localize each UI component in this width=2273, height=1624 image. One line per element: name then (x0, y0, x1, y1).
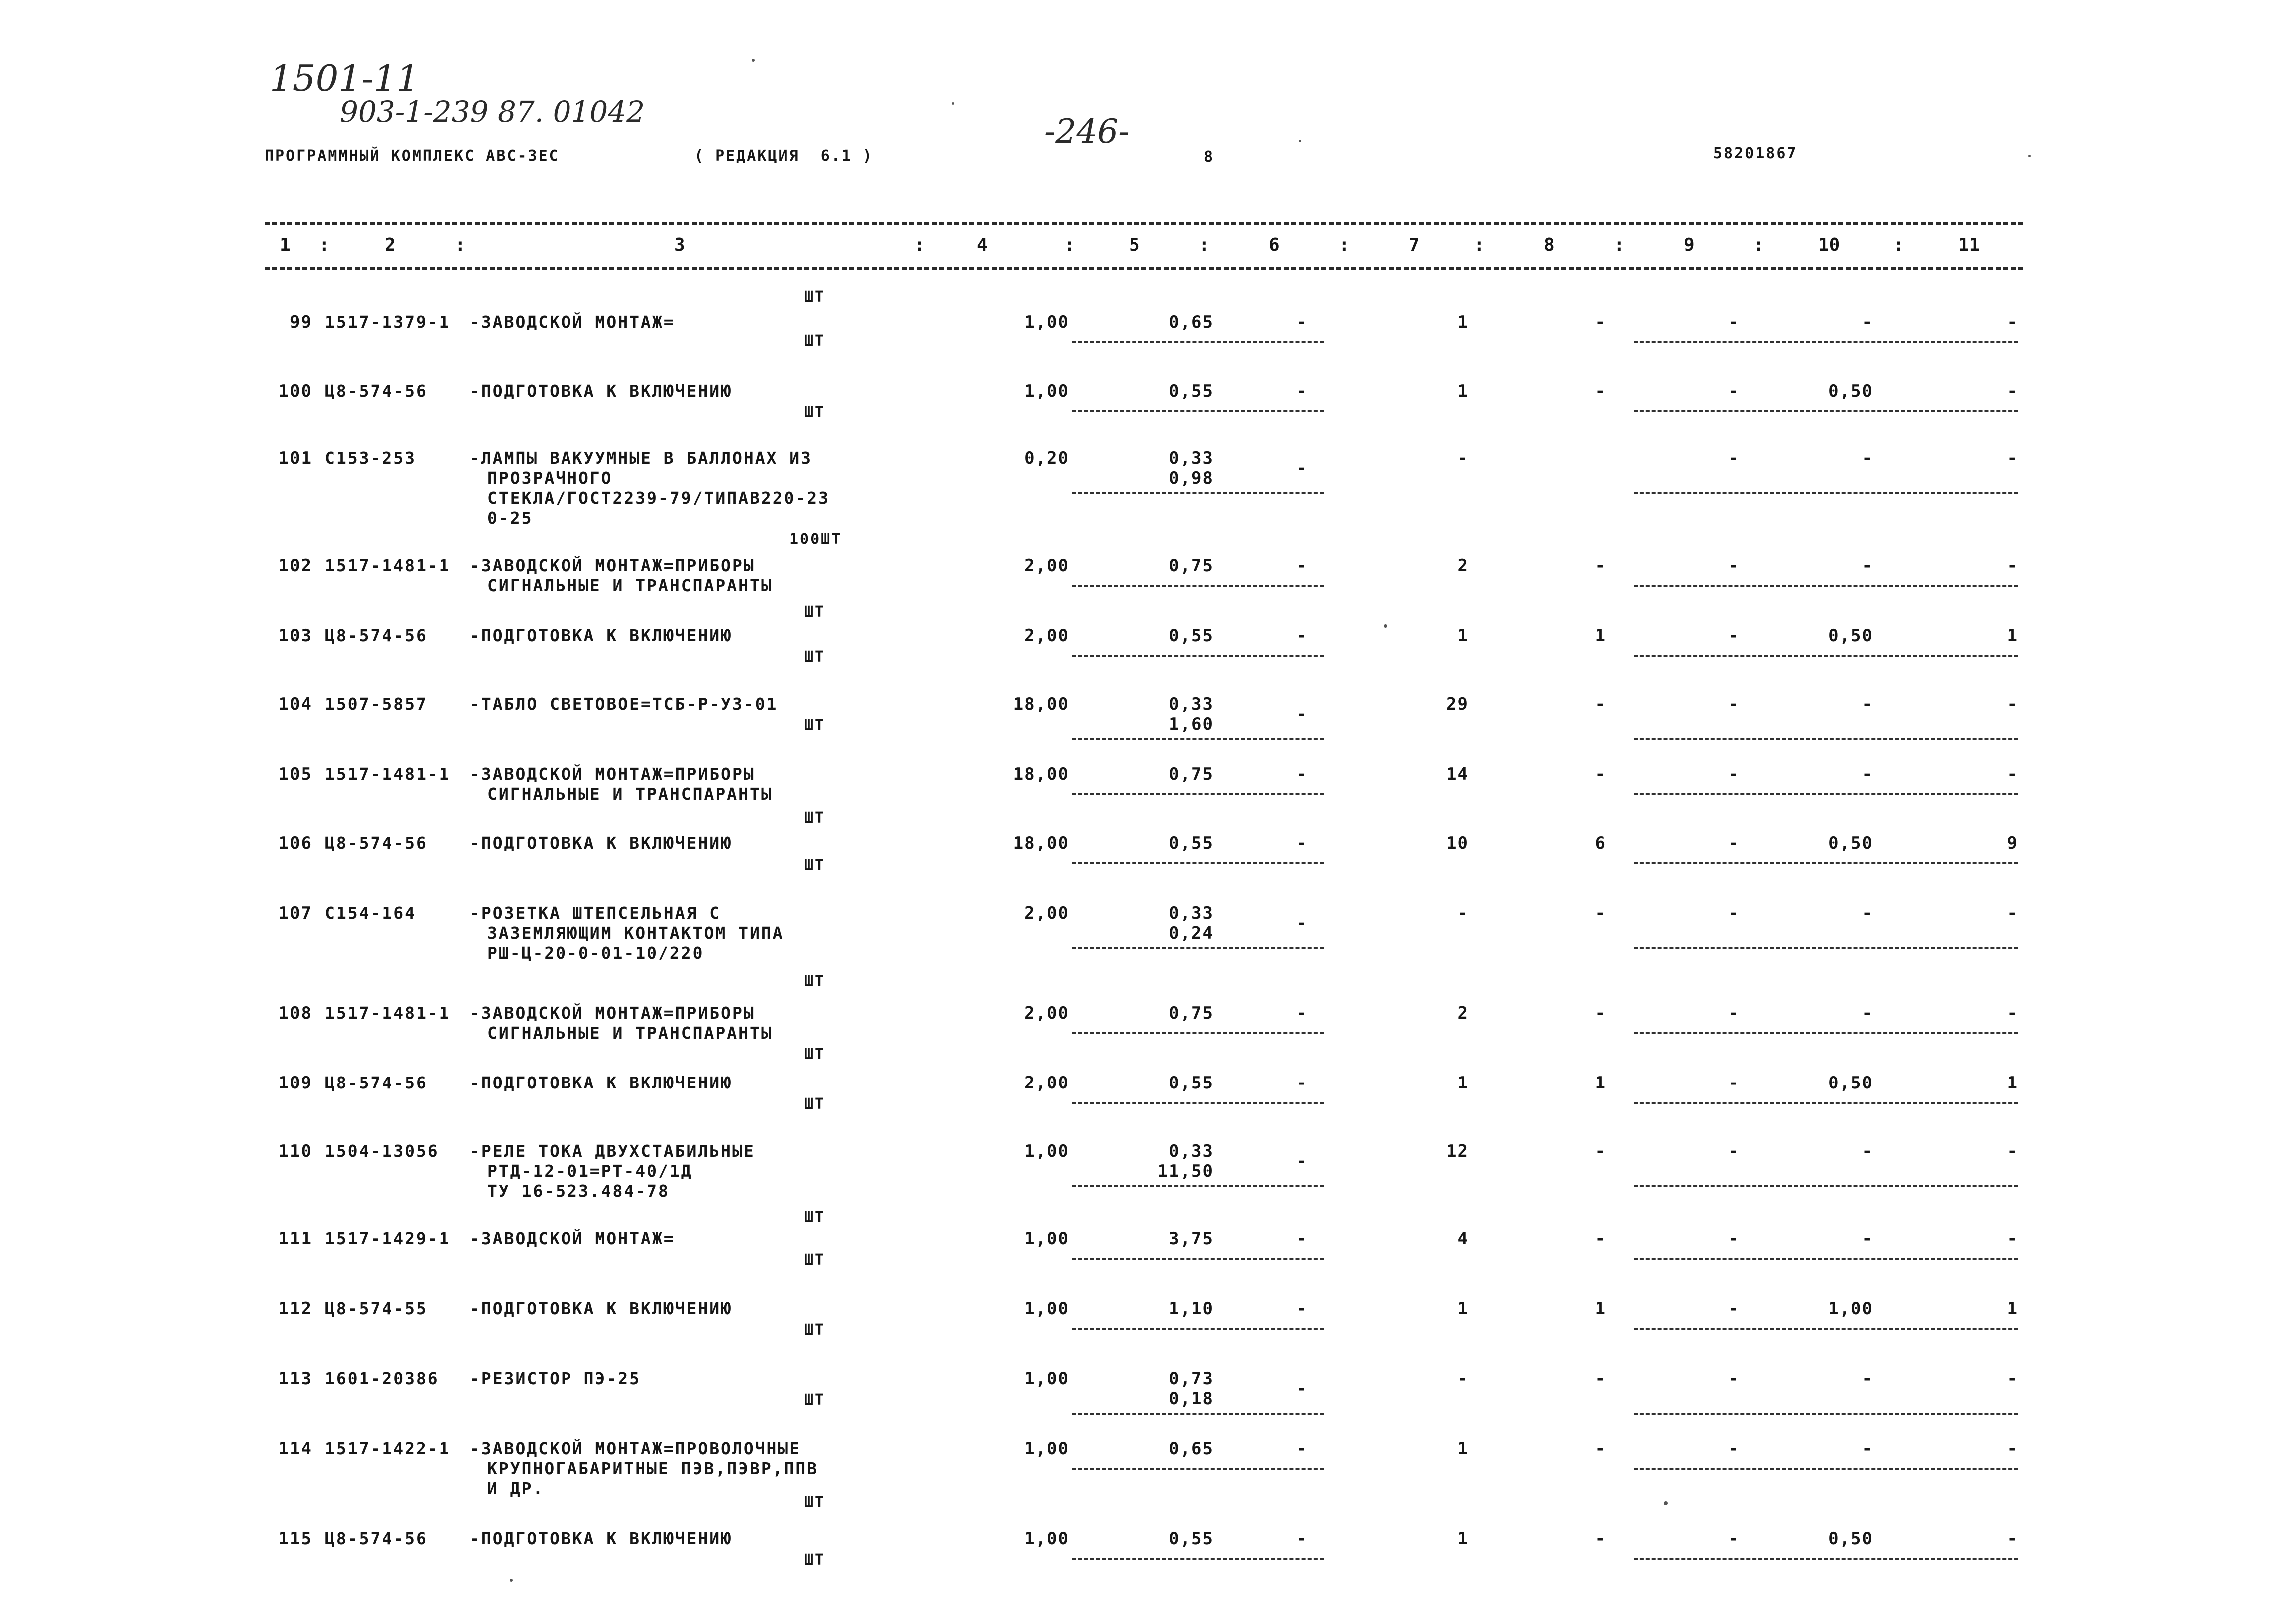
cell-col8: 1 (1595, 626, 1606, 646)
row-number: 108 (278, 1003, 312, 1023)
cell-col8: - (1595, 903, 1606, 923)
cell-col6: - (1296, 913, 1308, 933)
cell-col6: - (1296, 312, 1308, 332)
cell-col11: - (2007, 1003, 2018, 1023)
row-unit: ШТ (804, 809, 826, 827)
cell-col11: - (2007, 764, 2018, 784)
cell-col8: - (1595, 556, 1606, 576)
cell-quantity: 0,20 (1024, 448, 1069, 468)
scan-speck (510, 1579, 513, 1582)
row-underline-right (1634, 947, 2018, 949)
row-description-line: 0-25 (487, 508, 533, 528)
cell-col7: 14 (1446, 764, 1469, 784)
cell-col8: - (1595, 764, 1606, 784)
row-description-line: -ЗАВОДСКОЙ МОНТАЖ= (470, 1229, 675, 1248)
row-unit: 100ШТ (789, 531, 842, 548)
cell-quantity: 18,00 (1013, 694, 1069, 714)
cell-col7: 1 (1457, 381, 1469, 401)
cell-col9: - (1728, 1073, 1740, 1093)
row-underline-left (1072, 410, 1324, 412)
row-number: 106 (278, 833, 312, 853)
cell-col11: - (2007, 312, 2018, 332)
row-number: 111 (278, 1229, 312, 1249)
row-underline-left (1072, 793, 1324, 795)
handwritten-sheet-number: 1501-11 (270, 57, 420, 99)
cell-quantity: 1,00 (1024, 312, 1069, 332)
cell-col11: 1 (2007, 1073, 2018, 1093)
row-description-line: -ЛАМПЫ ВАКУУМНЫЕ В БАЛЛОНАХ ИЗ (470, 448, 813, 468)
cell-col6: - (1296, 1229, 1308, 1249)
row-unit: ШТ (804, 1321, 826, 1339)
row-code: Ц8-574-56 (325, 1073, 428, 1092)
row-description-line: -ПОДГОТОВКА К ВКЛЮЧЕНИЮ (470, 1299, 732, 1318)
row-underline-right (1634, 1185, 2018, 1187)
cell-norm: 0,55 (1169, 833, 1214, 853)
cell-col8: 1 (1595, 1299, 1606, 1319)
cell-col8: - (1595, 381, 1606, 401)
cell-col7: - (1457, 1369, 1469, 1389)
cell-col11: 1 (2007, 1299, 2018, 1319)
row-unit: ШТ (804, 603, 826, 621)
column-header-1: 1 (280, 235, 291, 255)
header-rule-top (265, 222, 2023, 225)
cell-col9: - (1728, 556, 1740, 576)
row-unit: ШТ (804, 1251, 826, 1269)
cell-col8: - (1595, 312, 1606, 332)
row-code: Ц8-574-56 (325, 381, 428, 401)
cell-col8: - (1595, 1369, 1606, 1389)
cell-col8: - (1595, 1439, 1606, 1459)
cell-col10: 0,50 (1828, 1529, 1873, 1549)
row-number: 114 (278, 1439, 312, 1459)
row-number: 109 (278, 1073, 312, 1093)
cell-col6: - (1296, 1073, 1308, 1093)
row-unit: ШТ (804, 1494, 826, 1511)
cell-col9: - (1728, 903, 1740, 923)
cell-quantity: 18,00 (1013, 833, 1069, 853)
row-underline-right (1634, 410, 2018, 412)
scan-speck (752, 59, 755, 62)
cell-col8: 6 (1595, 833, 1606, 853)
column-separator: : (1893, 235, 1904, 255)
row-underline-right (1634, 862, 2018, 864)
row-number: 102 (278, 556, 312, 576)
row-code: 1517-1481-1 (325, 1003, 451, 1023)
row-unit: ШТ (804, 648, 826, 666)
row-underline-left (1072, 1102, 1324, 1104)
cell-col10: 1,00 (1828, 1299, 1873, 1319)
cell-norm: 0,55 (1169, 381, 1214, 401)
cell-col11: - (2007, 903, 2018, 923)
cell-col9: - (1728, 1229, 1740, 1249)
column-separator: : (914, 235, 925, 255)
column-separator: : (319, 235, 330, 255)
row-underline-right (1634, 1328, 2018, 1330)
cell-col8: - (1595, 1003, 1606, 1023)
row-underline-left (1072, 585, 1324, 587)
cell-norm-secondary: 11,50 (1157, 1161, 1214, 1181)
row-unit: ШТ (804, 857, 826, 874)
row-code: Ц8-574-56 (325, 626, 428, 645)
cell-col8: - (1595, 1529, 1606, 1549)
cell-col10: - (1862, 1439, 1873, 1459)
cell-col10: - (1862, 448, 1873, 468)
row-underline-left (1072, 947, 1324, 949)
cell-norm: 0,33 (1169, 903, 1214, 923)
column-header-2: 2 (385, 235, 396, 255)
row-underline-right (1634, 1032, 2018, 1034)
cell-col9: - (1728, 448, 1740, 468)
cell-col7: 12 (1446, 1141, 1469, 1161)
row-description-line: -ЗАВОДСКОЙ МОНТАЖ= (470, 312, 675, 332)
row-code: 1517-1429-1 (325, 1229, 451, 1248)
cell-col6: - (1296, 626, 1308, 646)
scan-speck (952, 102, 954, 105)
row-description-line: КРУПНОГАБАРИТНЫЕ ПЭВ,ПЭВР,ППВ (487, 1459, 819, 1478)
row-code: 1517-1481-1 (325, 764, 451, 784)
column-separator: : (1474, 235, 1485, 255)
cell-norm-secondary: 0,24 (1169, 923, 1214, 943)
revision-label: ( РЕДАКЦИЯ 6.1 ) (694, 147, 874, 165)
cell-col11: 9 (2007, 833, 2018, 853)
cell-col11: 1 (2007, 626, 2018, 646)
cell-col9: - (1728, 764, 1740, 784)
row-unit: ШТ (804, 332, 826, 350)
row-unit: ШТ (804, 1551, 826, 1569)
cell-col10: 0,50 (1828, 1073, 1873, 1093)
row-code: 1601-20386 (325, 1369, 439, 1388)
scan-speck (2028, 155, 2031, 157)
row-underline-left (1072, 1185, 1324, 1187)
document-code: 58201867 (1713, 145, 1798, 162)
row-number: 113 (278, 1369, 312, 1389)
cell-col9: - (1728, 1369, 1740, 1389)
cell-norm: 0,55 (1169, 1529, 1214, 1549)
cell-col11: - (2007, 694, 2018, 714)
cell-col6: - (1296, 704, 1308, 724)
cell-col11: - (2007, 1439, 2018, 1459)
cell-col10: 0,50 (1828, 833, 1873, 853)
row-description-line: СТЕКЛА/ГОСТ2239-79/ТИПАВ220-23 (487, 488, 830, 508)
program-title: ПРОГРАММНЫЙ КОМПЛЕКС АВС-3ЕС (265, 147, 560, 165)
cell-col10: - (1862, 694, 1873, 714)
row-underline-right (1634, 1468, 2018, 1470)
cell-col9: - (1728, 1529, 1740, 1549)
row-description-line: -ЗАВОДСКОЙ МОНТАЖ=ПРИБОРЫ (470, 764, 755, 784)
row-number: 105 (278, 764, 312, 784)
cell-quantity: 2,00 (1024, 1003, 1069, 1023)
row-underline-left (1072, 862, 1324, 864)
header-rule-bottom (265, 267, 2023, 270)
cell-col10: - (1862, 903, 1873, 923)
cell-col7: - (1457, 903, 1469, 923)
cell-norm: 0,55 (1169, 626, 1214, 646)
cell-col8: - (1595, 1141, 1606, 1161)
cell-quantity: 1,00 (1024, 1369, 1069, 1389)
row-code: 1517-1481-1 (325, 556, 451, 575)
cell-norm: 0,65 (1169, 1439, 1214, 1459)
row-description-line: РШ-Ц-20-0-01-10/220 (487, 943, 704, 963)
cell-col9: - (1728, 381, 1740, 401)
handwritten-page-number: -246- (1044, 112, 1130, 151)
column-separator: : (1753, 235, 1764, 255)
cell-col10: - (1862, 1229, 1873, 1249)
row-underline-left (1072, 1032, 1324, 1034)
row-underline-left (1072, 341, 1324, 343)
row-number: 103 (278, 626, 312, 646)
row-code: 1507-5857 (325, 694, 428, 714)
cell-col10: - (1862, 1141, 1873, 1161)
row-underline-left (1072, 1558, 1324, 1560)
row-code: 1504-13056 (325, 1141, 439, 1161)
cell-col11: - (2007, 448, 2018, 468)
cell-col7: 1 (1457, 1439, 1469, 1459)
row-description-line: СИГНАЛЬНЫЕ И ТРАНСПАРАНТЫ (487, 576, 773, 595)
cell-quantity: 2,00 (1024, 556, 1069, 576)
cell-col9: - (1728, 1141, 1740, 1161)
cell-col10: - (1862, 1369, 1873, 1389)
column-separator: : (1064, 235, 1075, 255)
row-underline-right (1634, 492, 2018, 494)
cell-col7: 4 (1457, 1229, 1469, 1249)
row-unit-above: ШТ (804, 288, 826, 306)
cell-col8: - (1595, 694, 1606, 714)
row-code: Ц8-574-56 (325, 833, 428, 853)
cell-norm: 0,33 (1169, 694, 1214, 714)
row-description-line: -ЗАВОДСКОЙ МОНТАЖ=ПРИБОРЫ (470, 1003, 755, 1023)
cell-norm-secondary: 1,60 (1169, 714, 1214, 734)
cell-norm: 1,10 (1169, 1299, 1214, 1319)
cell-quantity: 1,00 (1024, 1299, 1069, 1319)
cell-col6: - (1296, 381, 1308, 401)
cell-col6: - (1296, 1379, 1308, 1399)
cell-col6: - (1296, 1529, 1308, 1549)
scan-speck (1384, 624, 1387, 628)
cell-norm: 3,75 (1169, 1229, 1214, 1249)
row-description-line: -ЗАВОДСКОЙ МОНТАЖ=ПРОВОЛОЧНЫЕ (470, 1439, 801, 1458)
row-underline-right (1634, 1558, 2018, 1560)
cell-norm: 0,75 (1169, 556, 1214, 576)
row-description-line: -ПОДГОТОВКА К ВКЛЮЧЕНИЮ (470, 1529, 732, 1548)
cell-quantity: 1,00 (1024, 1439, 1069, 1459)
column-separator: : (1614, 235, 1625, 255)
column-separator: : (455, 235, 466, 255)
row-code: 1517-1379-1 (325, 312, 451, 332)
row-underline-right (1634, 341, 2018, 343)
row-description-line: -ПОДГОТОВКА К ВКЛЮЧЕНИЮ (470, 626, 732, 645)
cell-norm: 0,65 (1169, 312, 1214, 332)
cell-col9: - (1728, 312, 1740, 332)
cell-col7: - (1457, 448, 1469, 468)
row-description-line: ТУ 16-523.484-78 (487, 1181, 670, 1201)
cell-col10: - (1862, 1003, 1873, 1023)
row-description-line: -ТАБЛО СВЕТОВОЕ=ТСБ-Р-УЗ-01 (470, 694, 778, 714)
cell-col9: - (1728, 1439, 1740, 1459)
row-description-line: -РОЗЕТКА ШТЕПСЕЛЬНАЯ С (470, 903, 721, 923)
column-header-6: 6 (1269, 235, 1280, 255)
cell-col10: 0,50 (1828, 626, 1873, 646)
row-underline-right (1634, 738, 2018, 740)
row-description-line: -ПОДГОТОВКА К ВКЛЮЧЕНИЮ (470, 381, 732, 401)
cell-col7: 10 (1446, 833, 1469, 853)
row-code: 1517-1422-1 (325, 1439, 451, 1458)
column-separator: : (1339, 235, 1350, 255)
cell-quantity: 18,00 (1013, 764, 1069, 784)
cell-col6: - (1296, 1003, 1308, 1023)
row-underline-right (1634, 1258, 2018, 1260)
row-underline-right (1634, 1413, 2018, 1415)
row-description-line: СИГНАЛЬНЫЕ И ТРАНСПАРАНТЫ (487, 1023, 773, 1043)
cell-norm: 0,33 (1169, 1141, 1214, 1161)
row-number: 99 (290, 312, 312, 332)
cell-col11: - (2007, 381, 2018, 401)
cell-norm-secondary: 0,18 (1169, 1389, 1214, 1409)
row-unit: ШТ (804, 717, 826, 734)
row-description-line: -ЗАВОДСКОЙ МОНТАЖ=ПРИБОРЫ (470, 556, 755, 575)
cell-quantity: 1,00 (1024, 381, 1069, 401)
column-header-5: 5 (1129, 235, 1140, 255)
cell-quantity: 1,00 (1024, 1529, 1069, 1549)
cell-col6: - (1296, 833, 1308, 853)
row-unit: ШТ (804, 404, 826, 421)
row-number: 104 (278, 694, 312, 714)
handwritten-project-code: 903-1-239 87. 01042 (340, 95, 645, 129)
cell-col6: - (1296, 764, 1308, 784)
row-underline-left (1072, 1258, 1324, 1260)
cell-col10: 0,50 (1828, 381, 1873, 401)
row-description-line: И ДР. (487, 1479, 545, 1498)
row-underline-left (1072, 738, 1324, 740)
column-header-10: 10 (1818, 235, 1840, 255)
cell-col7: 2 (1457, 556, 1469, 576)
cell-col9: - (1728, 1003, 1740, 1023)
column-header-11: 11 (1958, 235, 1980, 255)
row-description-line: -ПОДГОТОВКА К ВКЛЮЧЕНИЮ (470, 1073, 732, 1092)
row-number: 112 (278, 1299, 312, 1319)
scan-speck (1299, 140, 1301, 142)
row-underline-right (1634, 793, 2018, 795)
row-description-line: -ПОДГОТОВКА К ВКЛЮЧЕНИЮ (470, 833, 732, 853)
cell-col6: - (1296, 556, 1308, 576)
cell-quantity: 2,00 (1024, 903, 1069, 923)
row-unit: ШТ (804, 973, 826, 990)
cell-col9: - (1728, 626, 1740, 646)
row-underline-right (1634, 585, 2018, 587)
row-description-line: РТД-12-01=РТ-40/1Д (487, 1161, 693, 1181)
cell-col7: 1 (1457, 626, 1469, 646)
cell-col10: - (1862, 556, 1873, 576)
cell-col6: - (1296, 1151, 1308, 1171)
cell-quantity: 1,00 (1024, 1229, 1069, 1249)
row-unit: ШТ (804, 1046, 826, 1063)
row-code: С153-253 (325, 448, 416, 468)
column-header-3: 3 (674, 235, 685, 255)
cell-col11: - (2007, 1529, 2018, 1549)
row-underline-right (1634, 655, 2018, 657)
cell-col11: - (2007, 1369, 2018, 1389)
cell-norm-secondary: 0,98 (1169, 468, 1214, 488)
cell-col7: 1 (1457, 1529, 1469, 1549)
cell-col11: - (2007, 1141, 2018, 1161)
cell-norm: 0,75 (1169, 764, 1214, 784)
row-number: 107 (278, 903, 312, 923)
row-description-line: -РЕЗИСТОР ПЭ-25 (470, 1369, 641, 1388)
row-underline-right (1634, 1102, 2018, 1104)
cell-quantity: 2,00 (1024, 626, 1069, 646)
row-number: 100 (278, 381, 312, 401)
row-underline-left (1072, 1468, 1324, 1470)
row-description-line: ПРОЗРАЧНОГО (487, 468, 613, 488)
row-unit: ШТ (804, 1391, 826, 1409)
cell-col8: - (1595, 1229, 1606, 1249)
cell-col9: - (1728, 1299, 1740, 1319)
row-code: С154-164 (325, 903, 416, 923)
row-description-line: -РЕЛЕ ТОКА ДВУХСТАБИЛЬНЫЕ (470, 1141, 755, 1161)
row-underline-left (1072, 492, 1324, 494)
cell-col9: - (1728, 694, 1740, 714)
row-underline-left (1072, 1413, 1324, 1415)
cell-col6: - (1296, 1299, 1308, 1319)
cell-col7: 29 (1446, 694, 1469, 714)
cell-quantity: 1,00 (1024, 1141, 1069, 1161)
cell-col10: - (1862, 312, 1873, 332)
row-unit: ШТ (804, 1095, 826, 1113)
row-description-line: ЗАЗЕМЛЯЮЩИМ КОНТАКТОМ ТИПА (487, 923, 784, 943)
column-header-8: 8 (1544, 235, 1555, 255)
cell-col7: 1 (1457, 1299, 1469, 1319)
row-number: 115 (278, 1529, 312, 1549)
cell-col7: 1 (1457, 1073, 1469, 1093)
cell-quantity: 2,00 (1024, 1073, 1069, 1093)
column-header-9: 9 (1684, 235, 1695, 255)
column-separator: : (1199, 235, 1210, 255)
row-underline-left (1072, 655, 1324, 657)
scan-speck (1664, 1501, 1668, 1505)
cell-norm: 0,73 (1169, 1369, 1214, 1389)
cell-col7: 1 (1457, 312, 1469, 332)
column-header-4: 4 (977, 235, 988, 255)
row-underline-left (1072, 1328, 1324, 1330)
cell-col11: - (2007, 556, 2018, 576)
row-description-line: СИГНАЛЬНЫЕ И ТРАНСПАРАНТЫ (487, 784, 773, 804)
cell-col11: - (2007, 1229, 2018, 1249)
cell-col6: - (1296, 1439, 1308, 1459)
cell-col8: 1 (1595, 1073, 1606, 1093)
cell-col10: - (1862, 764, 1873, 784)
cell-col6: - (1296, 458, 1308, 478)
row-number: 110 (278, 1141, 312, 1161)
cell-norm: 0,55 (1169, 1073, 1214, 1093)
cell-norm: 0,75 (1169, 1003, 1214, 1023)
cell-col7: 2 (1457, 1003, 1469, 1023)
column-header-7: 7 (1409, 235, 1420, 255)
row-code: Ц8-574-56 (325, 1529, 428, 1548)
sheet-label: 8 (1204, 148, 1215, 166)
cell-norm: 0,33 (1169, 448, 1214, 468)
row-unit: ШТ (804, 1209, 826, 1226)
row-number: 101 (278, 448, 312, 468)
row-code: Ц8-574-55 (325, 1299, 428, 1318)
cell-col9: - (1728, 833, 1740, 853)
